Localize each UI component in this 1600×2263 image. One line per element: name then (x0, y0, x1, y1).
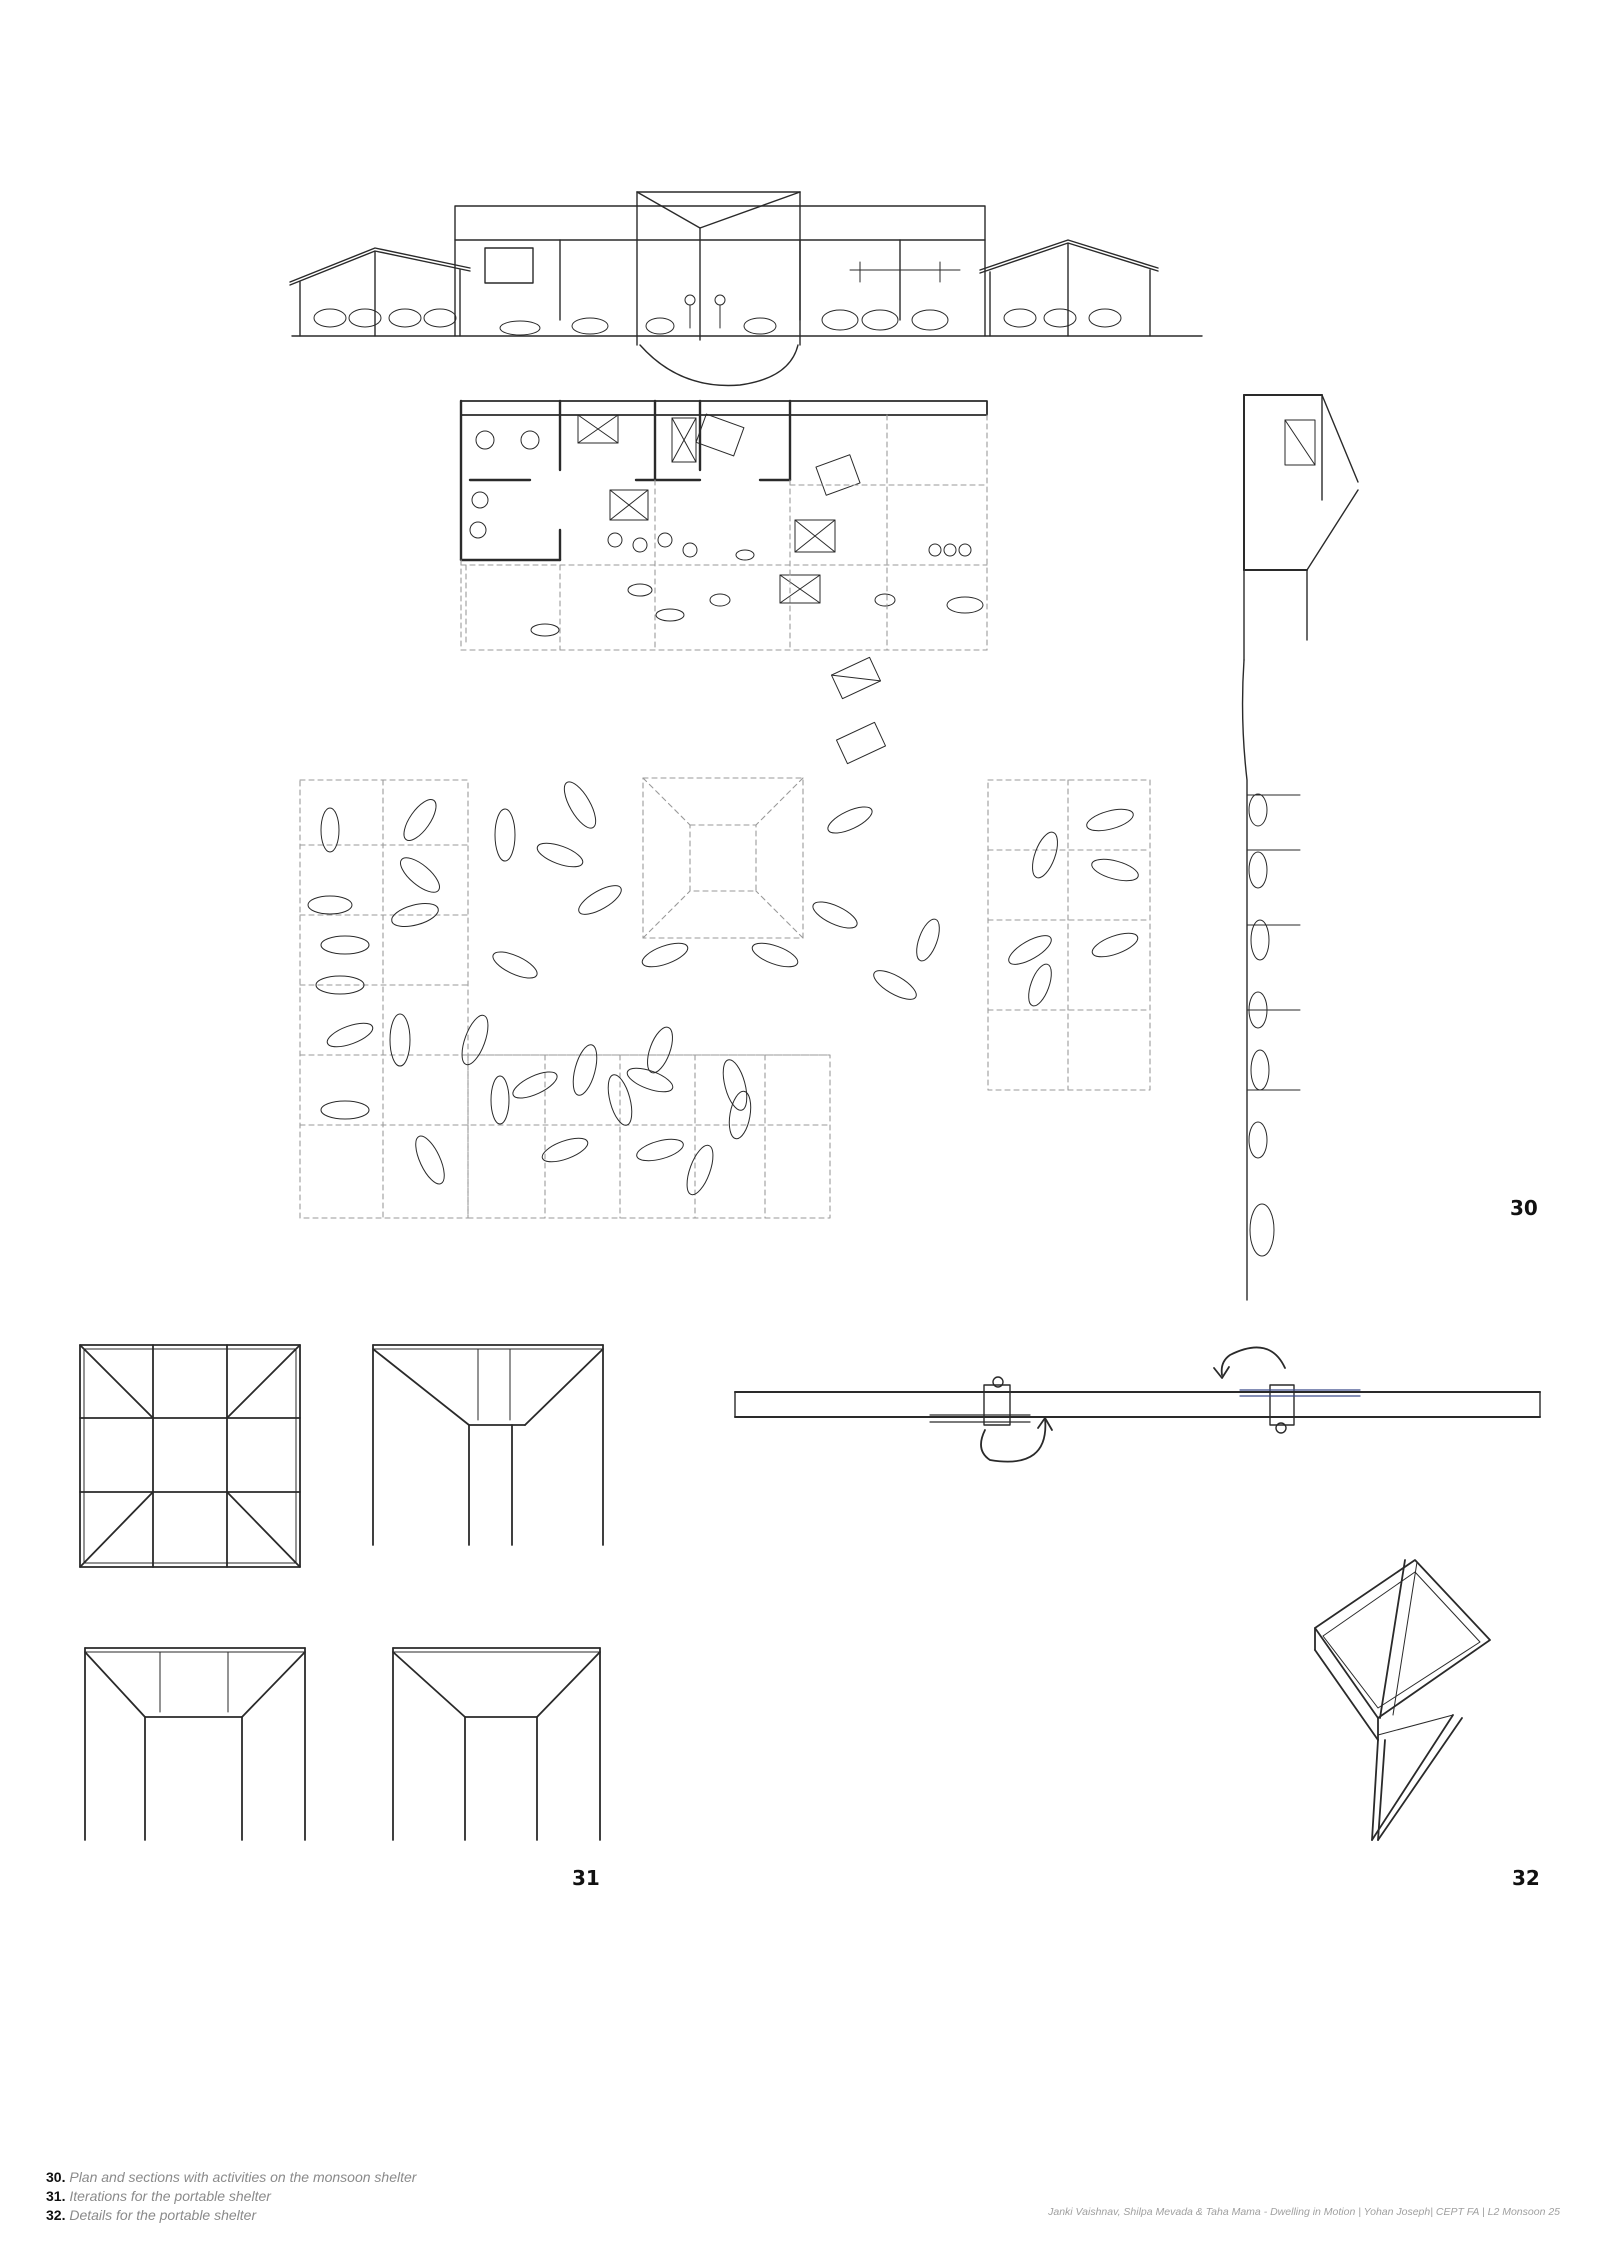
animal-plan (300, 777, 1150, 1218)
section-elevation (290, 192, 1202, 386)
right-cattle-shed (980, 240, 1158, 336)
iterations (80, 1345, 603, 1840)
details (735, 1347, 1540, 1840)
caption-list (46, 2168, 416, 2225)
iteration-elevation-1 (373, 1345, 603, 1545)
iteration-plan (80, 1345, 300, 1567)
house-plan (461, 401, 987, 764)
caption-32: 32. Details for the portable shelter (46, 2207, 257, 2223)
cattle-figures (314, 262, 1121, 335)
iteration-elevation-3 (393, 1648, 600, 1840)
side-section (1243, 395, 1358, 1300)
portable-shelter-section (637, 192, 800, 386)
credits-line: Janki Vaishnav, Shilpa Mevada & Taha Mama - Dwelling in Motion | Yohan Joseph| CEPT FA | L2 Monsoon 25 (1048, 2206, 1560, 2218)
caption-30: 30. Plan and sections with activities on the monsoon shelter (46, 2169, 417, 2185)
iteration-elevation-2 (85, 1648, 305, 1840)
figure-number-31: 31 (572, 1866, 600, 1890)
folded-frame (1315, 1560, 1490, 1840)
figure-number-32: 32 (1512, 1866, 1540, 1890)
hinge-detail (735, 1347, 1540, 1461)
figure-number-30: 30 (1510, 1196, 1538, 1220)
caption-31: 31. Iterations for the portable shelter (46, 2188, 271, 2204)
